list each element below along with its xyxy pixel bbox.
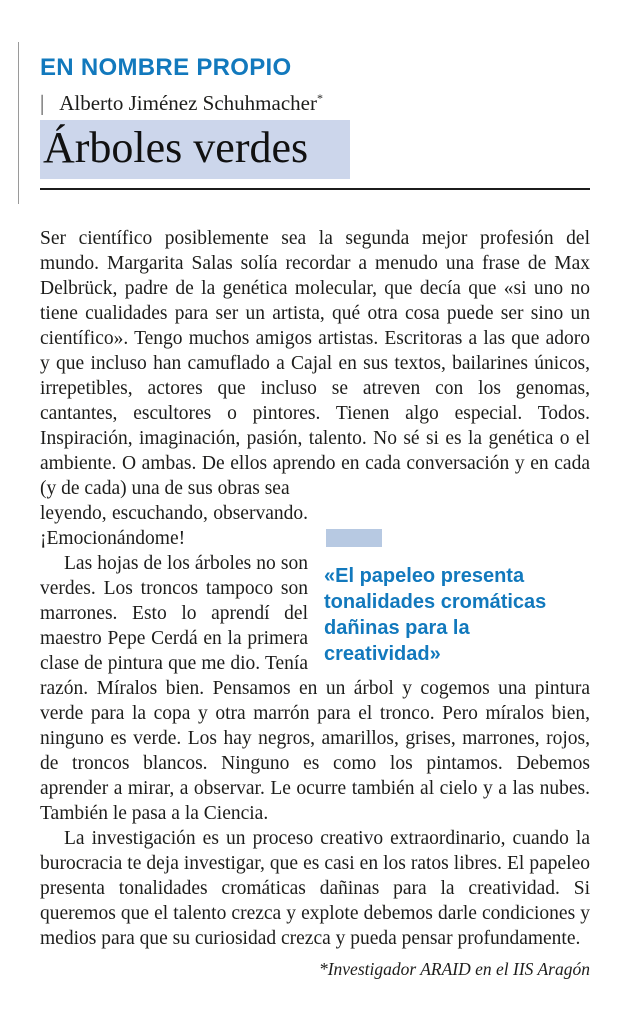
headline-highlight: Árboles verdes: [40, 120, 350, 179]
article-body: [40, 226, 590, 951]
article-headline: [40, 123, 590, 172]
author-footnote-marker: *: [316, 91, 323, 105]
author-name-text: Alberto Jiménez Schuhmacher: [59, 91, 317, 115]
byline: [40, 91, 590, 116]
headline-divider: [40, 188, 590, 190]
author-name: [59, 91, 323, 116]
paragraph-2: Las hojas de los árboles no son verdes. Los troncos tampoco son marrones. Esto lo aprendí del maestro Pepe Cerdá en la primera clase de pintura que me dio. Tenía razón. Míralos bien. Pensamos en un árbol y cogemos una pintura verde para la copa y otra marrón para el tronco. Pero míralos bien, ninguno es verde. Los hay negros, amarillos, grises, marrones, rojos, de troncos blancos. Ninguno es como los pintamos. Debemos aprender a mirar, a observar. Le ocurre también al cielo y a las nubes. También le pasa a la Ciencia.: [40, 553, 590, 824]
quote-swatch: [326, 529, 382, 547]
section-kicker: EN NOMBRE PROPIO: [40, 54, 292, 81]
paragraph-1-text-b: leyendo, escuchando, observando. ¡Emocionándome!: [40, 503, 308, 549]
pull-quote: [308, 501, 590, 673]
pull-quote-text: «El papeleo presenta tonalidades cromáticas dañinas para la creatividad»: [324, 565, 547, 665]
paragraph-1-text-a: Ser científico posiblemente sea la segunda mejor profesión del mundo. Margarita Salas solía recordar a menudo una frase de Max Delbrück, padre de la genética molecular, que decía que «si uno no tiene cualidades para ser un artista, qué otra cosa puede ser sino un científico». Tengo muchos amigos artistas. Escritoras a las que adoro y que incluso han camuflado a Cajal en sus textos, bailarines únicos, irrepetibles, actores que incluso se atreven con los genomas, cantantes, escultores o pintores. Tienen algo especial. Todos. Inspiración, imaginación, pasión, talento. No sé si es la genética o el ambiente. O ambas. De ellos aprendo en cada conversación y en cada (y de cada) una de sus obras sea: [40, 228, 590, 499]
section-edge-rule: [18, 42, 19, 204]
byline-bar: |: [40, 90, 45, 116]
paragraph-3: La investigación es un proceso creativo extraordinario, cuando la burocracia te deja investigar, que es casi en los ratos libres. El papeleo presenta tonalidades cromáticas dañinas para la creatividad. Si queremos que el talento crezca y explote debemos darle condiciones y medios para que su curiosidad crezca y pueda pensar profundamente.: [40, 828, 590, 949]
author-footnote: *Investigador ARAID en el IIS Aragón: [318, 959, 590, 979]
paragraph-1: [40, 226, 590, 501]
